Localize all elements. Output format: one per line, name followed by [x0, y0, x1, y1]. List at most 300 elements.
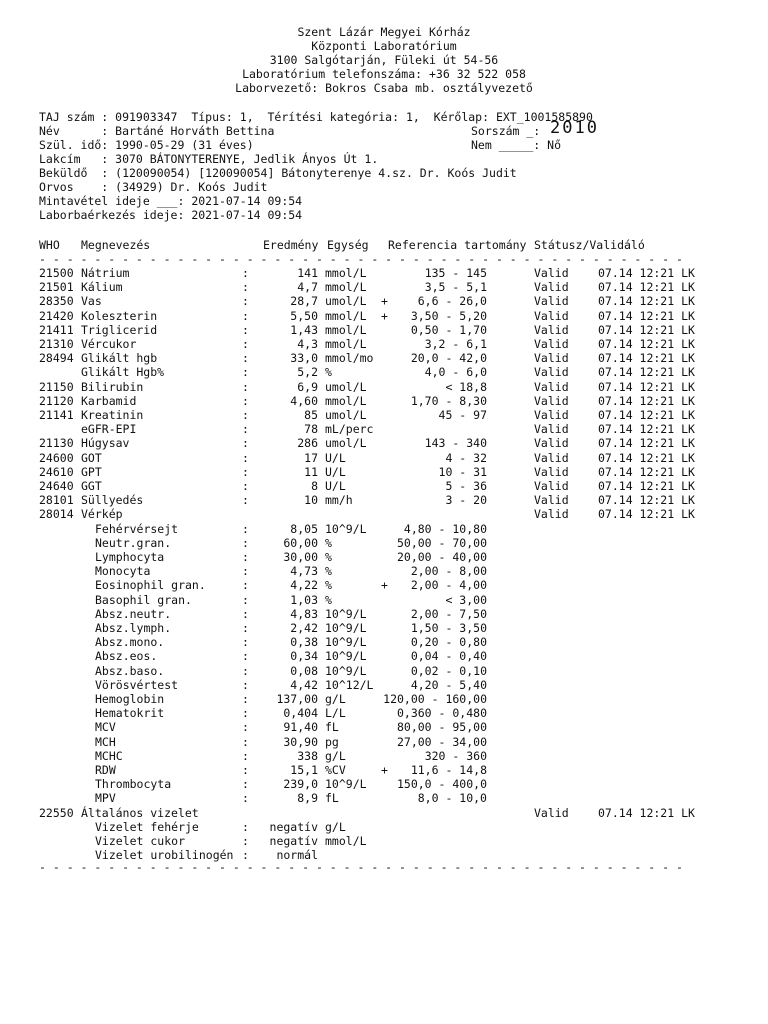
test-result: 137,00: [276, 692, 318, 706]
validation-status: Valid: [534, 280, 569, 295]
sender: Beküldő : (120090054) [120090054] Bátonyterenye 4.sz. Dr. Koós Judit: [39, 166, 517, 180]
validation-status: Valid: [534, 308, 569, 323]
test-unit: umol/L: [325, 294, 367, 309]
test-name: Vizelet cukor: [95, 834, 186, 848]
validation-status: Valid: [534, 805, 569, 820]
validation-status: Valid: [534, 436, 569, 451]
test-name: MCHC: [95, 748, 123, 763]
table-row: [0, 451, 768, 465]
test-unit: mmol/L: [325, 266, 367, 280]
sorszam-label: Sorszám _:: [471, 124, 541, 138]
table-row: [0, 820, 768, 834]
abnormal-flag: +: [381, 578, 388, 593]
table-row: [0, 593, 768, 607]
separator: :: [242, 592, 249, 607]
reference-range: 10 - 31: [438, 464, 487, 479]
test-result: 0,38: [290, 635, 318, 650]
test-name: Hematokrit: [95, 706, 165, 721]
test-code: 28494: [39, 351, 74, 366]
test-result: 338: [297, 748, 318, 763]
test-unit: mm/h: [325, 493, 353, 508]
birth-date: Szül. idő: 1990-05-29 (31 éves): [39, 138, 254, 152]
taj-line: TAJ szám : 091903347 Típus: 1, Térítési kategória: 1, Kérőlap: EXT_1001585890: [39, 110, 593, 124]
test-unit: pg: [325, 734, 339, 749]
test-result: 5,50: [290, 308, 318, 323]
separator: :: [242, 436, 249, 451]
table-row: [0, 266, 768, 280]
table-row: [0, 564, 768, 578]
test-result: 8,05: [290, 521, 318, 536]
reference-range: 0,02 - 0,10: [410, 663, 487, 678]
test-name: Kálium: [81, 280, 123, 295]
test-unit: %: [325, 365, 332, 380]
test-unit: 10^9/L: [325, 521, 367, 536]
test-name: Vércukor: [81, 337, 137, 351]
table-row: [0, 791, 768, 805]
test-name: Neutr.gran.: [95, 535, 172, 550]
reference-range: 2,00 - 7,50: [410, 606, 487, 621]
separator: :: [242, 322, 249, 337]
separator: :: [242, 550, 249, 564]
reference-range: 45 - 97: [438, 408, 487, 422]
test-result: 4,7: [297, 280, 318, 295]
table-row: [0, 479, 768, 493]
reference-range: 6,6 - 26,0: [417, 294, 487, 309]
table-row: [0, 536, 768, 550]
reference-range: < 3,00: [445, 592, 487, 607]
validation-status: Valid: [534, 450, 569, 465]
reference-range: 1,50 - 3,50: [410, 621, 487, 635]
validation-status: Valid: [534, 266, 569, 280]
test-unit: mmol/mo: [325, 351, 374, 366]
test-name: Eosinophil gran.: [95, 578, 206, 593]
doctor: Orvos : (34929) Dr. Koós Judit: [39, 180, 268, 194]
test-unit: 10^9/L: [325, 663, 367, 678]
test-unit: %: [325, 592, 332, 607]
test-unit: L/L: [325, 706, 346, 721]
reference-range: 20,0 - 42,0: [410, 351, 487, 366]
test-code: 21141: [39, 408, 74, 422]
validation-time: 07.14 12:21 LK: [598, 280, 695, 295]
test-unit: g/L: [325, 692, 346, 706]
test-unit: mmol/L: [325, 393, 367, 408]
test-name: Absz.eos.: [95, 649, 158, 664]
table-row: [0, 507, 768, 521]
validation-time: 07.14 12:21 LK: [598, 379, 695, 394]
test-name: Hemoglobin: [95, 692, 165, 706]
reference-range: 3,50 - 5,20: [410, 308, 487, 323]
separator: :: [242, 337, 249, 351]
test-result: 1,03: [290, 592, 318, 607]
separator: :: [242, 763, 249, 777]
validation-status: Valid: [534, 294, 569, 309]
reference-range: 0,04 - 0,40: [410, 649, 487, 664]
test-unit: %: [325, 550, 332, 564]
validation-time: 07.14 12:21 LK: [598, 436, 695, 451]
separator: :: [242, 393, 249, 408]
validation-time: 07.14 12:21 LK: [598, 479, 695, 493]
table-row: [0, 635, 768, 649]
separator: :: [242, 720, 249, 735]
separator: :: [242, 578, 249, 593]
separator: :: [242, 848, 249, 863]
reference-range: 2,00 - 8,00: [410, 564, 487, 579]
test-name: Vas: [81, 294, 102, 309]
table-row: [0, 522, 768, 536]
table-row: [0, 337, 768, 351]
header-status: Státusz/Validáló: [534, 238, 645, 252]
test-code: 21420: [39, 308, 74, 323]
reference-range: 0,20 - 0,80: [410, 635, 487, 650]
test-name: Triglicerid: [81, 322, 158, 337]
test-result: 0,08: [290, 663, 318, 678]
test-unit: 10^9/L: [325, 635, 367, 650]
test-name: Koleszterin: [81, 308, 158, 323]
test-name: Absz.lymph.: [95, 621, 172, 635]
validation-time: 07.14 12:21 LK: [598, 805, 695, 820]
patient-name: Név : Bartáné Horváth Bettina: [39, 124, 275, 138]
test-result: 4,73: [290, 564, 318, 579]
test-unit: mmol/L: [325, 337, 367, 351]
test-result: 15,1: [290, 763, 318, 777]
header-reference: Referencia tartomány: [388, 238, 527, 252]
reference-range: 135 - 145: [424, 266, 487, 280]
table-row: [0, 394, 768, 408]
table-row: [0, 422, 768, 436]
table-row: [0, 720, 768, 734]
test-unit: mmol/L: [325, 834, 367, 848]
test-unit: U/L: [325, 479, 346, 493]
test-name: Glikált Hgb%: [81, 365, 165, 380]
test-unit: umol/L: [325, 408, 367, 422]
table-row: [0, 550, 768, 564]
test-name: Nátrium: [81, 266, 130, 280]
validation-status: Valid: [534, 337, 569, 351]
test-name: GOT: [81, 450, 102, 465]
test-result: 10: [304, 493, 318, 508]
table-row: [0, 365, 768, 379]
test-unit: 10^9/L: [325, 621, 367, 635]
table-row: [0, 294, 768, 308]
validation-time: 07.14 12:21 LK: [598, 464, 695, 479]
test-code: 24600: [39, 450, 74, 465]
test-code: 21501: [39, 280, 74, 295]
table-row: [0, 806, 768, 820]
test-name: Vérkép: [81, 507, 123, 522]
reference-range: 11,6 - 14,8: [410, 763, 487, 777]
test-name: GGT: [81, 479, 102, 493]
abnormal-flag: +: [381, 308, 388, 323]
table-row: [0, 351, 768, 365]
separator: :: [242, 365, 249, 380]
test-name: Absz.mono.: [95, 635, 165, 650]
reference-range: 80,00 - 95,00: [396, 720, 487, 735]
reference-range: 0,50 - 1,70: [410, 322, 487, 337]
table-row: [0, 280, 768, 294]
validation-status: Valid: [534, 507, 569, 522]
separator: :: [242, 564, 249, 579]
divider-top: - - - - - - - - - - - - - - - - - - - - - - - - - - - - - - - - - - - - - - - - - - - - - - -: [39, 252, 683, 266]
test-result: 4,3: [297, 337, 318, 351]
test-result: 8,9: [297, 791, 318, 806]
reference-range: 20,00 - 40,00: [396, 550, 487, 564]
test-result: 78: [304, 422, 318, 437]
lab-phone: Laboratórium telefonszáma: +36 32 522 058: [242, 67, 526, 81]
reference-range: 320 - 360: [424, 748, 487, 763]
test-code: 21411: [39, 322, 74, 337]
test-code: 21150: [39, 379, 74, 394]
test-unit: umol/L: [325, 379, 367, 394]
validation-time: 07.14 12:21 LK: [598, 408, 695, 422]
validation-time: 07.14 12:21 LK: [598, 450, 695, 465]
table-row: [0, 493, 768, 507]
validation-status: Valid: [534, 365, 569, 380]
header-unit: Egység: [327, 238, 369, 252]
reference-range: 1,70 - 8,30: [410, 393, 487, 408]
reference-range: 4,80 - 10,80: [403, 521, 487, 536]
table-row: [0, 649, 768, 663]
table-row: [0, 834, 768, 848]
test-code: 24640: [39, 479, 74, 493]
separator: :: [242, 706, 249, 721]
test-name: Fehérvérsejt: [95, 521, 179, 536]
test-name: MPV: [95, 791, 116, 806]
test-result: 6,9: [297, 379, 318, 394]
test-name: MCV: [95, 720, 116, 735]
test-result: normál: [276, 848, 318, 863]
test-unit: g/L: [325, 748, 346, 763]
reference-range: 5 - 36: [445, 479, 487, 493]
table-row: [0, 465, 768, 479]
test-name: Thrombocyta: [95, 777, 172, 792]
table-row: [0, 578, 768, 592]
reference-range: 150,0 - 400,0: [396, 777, 487, 792]
test-name: Glikált hgb: [81, 351, 158, 366]
separator: :: [242, 692, 249, 706]
separator: :: [242, 649, 249, 664]
validation-status: Valid: [534, 422, 569, 437]
test-result: 17: [304, 450, 318, 465]
test-unit: g/L: [325, 819, 346, 834]
table-row: [0, 323, 768, 337]
validation-status: Valid: [534, 322, 569, 337]
abnormal-flag: +: [381, 294, 388, 309]
test-result: 141: [297, 266, 318, 280]
test-code: 28350: [39, 294, 74, 309]
test-unit: fL: [325, 791, 339, 806]
gender: Nem _____: Nő: [471, 138, 562, 152]
table-row: [0, 621, 768, 635]
reference-range: 4 - 32: [445, 450, 487, 465]
test-code: 21120: [39, 393, 74, 408]
test-result: 85: [304, 408, 318, 422]
test-unit: %: [325, 578, 332, 593]
test-name: Absz.neutr.: [95, 606, 172, 621]
test-name: Basophil gran.: [95, 592, 192, 607]
reference-range: 3 - 20: [445, 493, 487, 508]
separator: :: [242, 379, 249, 394]
validation-status: Valid: [534, 351, 569, 366]
reference-range: 8,0 - 10,0: [417, 791, 487, 806]
test-unit: 10^9/L: [325, 649, 367, 664]
lab-head: Laborvezető: Bokros Csaba mb. osztályvezető: [235, 81, 533, 95]
table-row: [0, 763, 768, 777]
test-code: 28101: [39, 493, 74, 508]
table-row: [0, 678, 768, 692]
header-name: Megnevezés: [81, 238, 151, 252]
test-code: 21310: [39, 337, 74, 351]
test-code: 24610: [39, 464, 74, 479]
patient-address: Lakcím : 3070 BÁTONYTERENYE, Jedlik Ányos Út 1.: [39, 152, 379, 166]
separator: :: [242, 819, 249, 834]
test-unit: 10^12/L: [325, 677, 374, 692]
separator: :: [242, 280, 249, 295]
department-name: Központi Laboratórium: [311, 39, 457, 53]
table-row: [0, 706, 768, 720]
validation-time: 07.14 12:21 LK: [598, 507, 695, 522]
test-name: Vizelet fehérje: [95, 819, 199, 834]
test-result: 8: [311, 479, 318, 493]
test-name: Monocyta: [95, 564, 151, 579]
separator: :: [242, 777, 249, 792]
test-result: 4,42: [290, 677, 318, 692]
test-unit: %CV: [325, 763, 346, 777]
separator: :: [242, 791, 249, 806]
table-row: [0, 749, 768, 763]
separator: :: [242, 422, 249, 437]
test-result: 4,60: [290, 393, 318, 408]
test-unit: fL: [325, 720, 339, 735]
separator: :: [242, 606, 249, 621]
header-who: WHO: [39, 238, 60, 252]
separator: :: [242, 834, 249, 848]
test-result: 1,43: [290, 322, 318, 337]
test-result: 4,83: [290, 606, 318, 621]
validation-time: 07.14 12:21 LK: [598, 393, 695, 408]
reference-range: 27,00 - 34,00: [396, 734, 487, 749]
test-unit: mmol/L: [325, 322, 367, 337]
reference-range: 4,0 - 6,0: [424, 365, 487, 380]
validation-time: 07.14 12:21 LK: [598, 266, 695, 280]
test-result: negatív: [269, 819, 318, 834]
test-name: GPT: [81, 464, 102, 479]
test-result: 0,404: [283, 706, 318, 721]
test-name: Vizelet urobilinogén: [95, 848, 234, 863]
reference-range: 2,00 - 4,00: [410, 578, 487, 593]
separator: :: [242, 621, 249, 635]
test-name: Vörösvértest: [95, 677, 179, 692]
validation-time: 07.14 12:21 LK: [598, 308, 695, 323]
test-name: RDW: [95, 763, 116, 777]
validation-time: 07.14 12:21 LK: [598, 337, 695, 351]
test-unit: 10^9/L: [325, 606, 367, 621]
test-unit: U/L: [325, 450, 346, 465]
test-result: 30,00: [283, 550, 318, 564]
separator: :: [242, 351, 249, 366]
separator: :: [242, 535, 249, 550]
table-row: [0, 309, 768, 323]
test-code: 21500: [39, 266, 74, 280]
reference-range: 120,00 - 160,00: [383, 692, 487, 706]
test-name: Karbamid: [81, 393, 137, 408]
table-row: [0, 607, 768, 621]
test-name: Húgysav: [81, 436, 130, 451]
separator: :: [242, 294, 249, 309]
separator: :: [242, 464, 249, 479]
test-unit: mmol/L: [325, 280, 367, 295]
test-unit: %: [325, 564, 332, 579]
separator: :: [242, 521, 249, 536]
separator: :: [242, 266, 249, 280]
test-code: 21130: [39, 436, 74, 451]
validation-time: 07.14 12:21 LK: [598, 365, 695, 380]
validation-time: 07.14 12:21 LK: [598, 351, 695, 366]
validation-time: 07.14 12:21 LK: [598, 322, 695, 337]
test-result: 28,7: [290, 294, 318, 309]
test-result: 60,00: [283, 535, 318, 550]
separator: :: [242, 408, 249, 422]
separator: :: [242, 479, 249, 493]
test-unit: mL/perc: [325, 422, 374, 437]
test-result: 91,40: [283, 720, 318, 735]
test-result: 11: [304, 464, 318, 479]
table-header: [0, 238, 768, 252]
table-row: [0, 436, 768, 450]
test-result: 2,42: [290, 621, 318, 635]
separator: :: [242, 635, 249, 650]
test-unit: 10^9/L: [325, 777, 367, 792]
test-name: Süllyedés: [81, 493, 144, 508]
table-row: [0, 408, 768, 422]
validation-status: Valid: [534, 493, 569, 508]
reference-range: 50,00 - 70,00: [396, 535, 487, 550]
test-name: Lymphocyta: [95, 550, 165, 564]
validation-status: Valid: [534, 379, 569, 394]
separator: :: [242, 663, 249, 678]
test-name: MCH: [95, 734, 116, 749]
test-unit: mmol/L: [325, 308, 367, 323]
separator: :: [242, 308, 249, 323]
test-name: Általános vizelet: [81, 805, 199, 820]
reference-range: 4,20 - 5,40: [410, 677, 487, 692]
test-result: 30,90: [283, 734, 318, 749]
separator: :: [242, 493, 249, 508]
test-result: 286: [297, 436, 318, 451]
header-result: Eredmény: [263, 238, 319, 252]
table-row: [0, 777, 768, 791]
sampling-time: Mintavétel ideje ___: 2021-07-14 09:54: [39, 194, 303, 208]
table-row: [0, 735, 768, 749]
test-unit: U/L: [325, 464, 346, 479]
validation-status: Valid: [534, 408, 569, 422]
reference-range: 3,5 - 5,1: [424, 280, 487, 295]
test-name: Bilirubin: [81, 379, 144, 394]
table-row: [0, 380, 768, 394]
test-name: Kreatinin: [81, 408, 144, 422]
reference-range: < 18,8: [445, 379, 487, 394]
validation-status: Valid: [534, 393, 569, 408]
arrival-time: Laborbaérkezés ideje: 2021-07-14 09:54: [39, 208, 303, 222]
validation-status: Valid: [534, 479, 569, 493]
test-unit: umol/L: [325, 436, 367, 451]
table-row: [0, 692, 768, 706]
test-result: 0,34: [290, 649, 318, 664]
test-result: negatív: [269, 834, 318, 848]
sorszam-value: 2010: [550, 118, 599, 138]
test-name: eGFR-EPI: [81, 422, 137, 437]
table-row: [0, 664, 768, 678]
divider-bottom: - - - - - - - - - - - - - - - - - - - - - - - - - - - - - - - - - - - - - - - - - - - - - - -: [39, 860, 683, 875]
